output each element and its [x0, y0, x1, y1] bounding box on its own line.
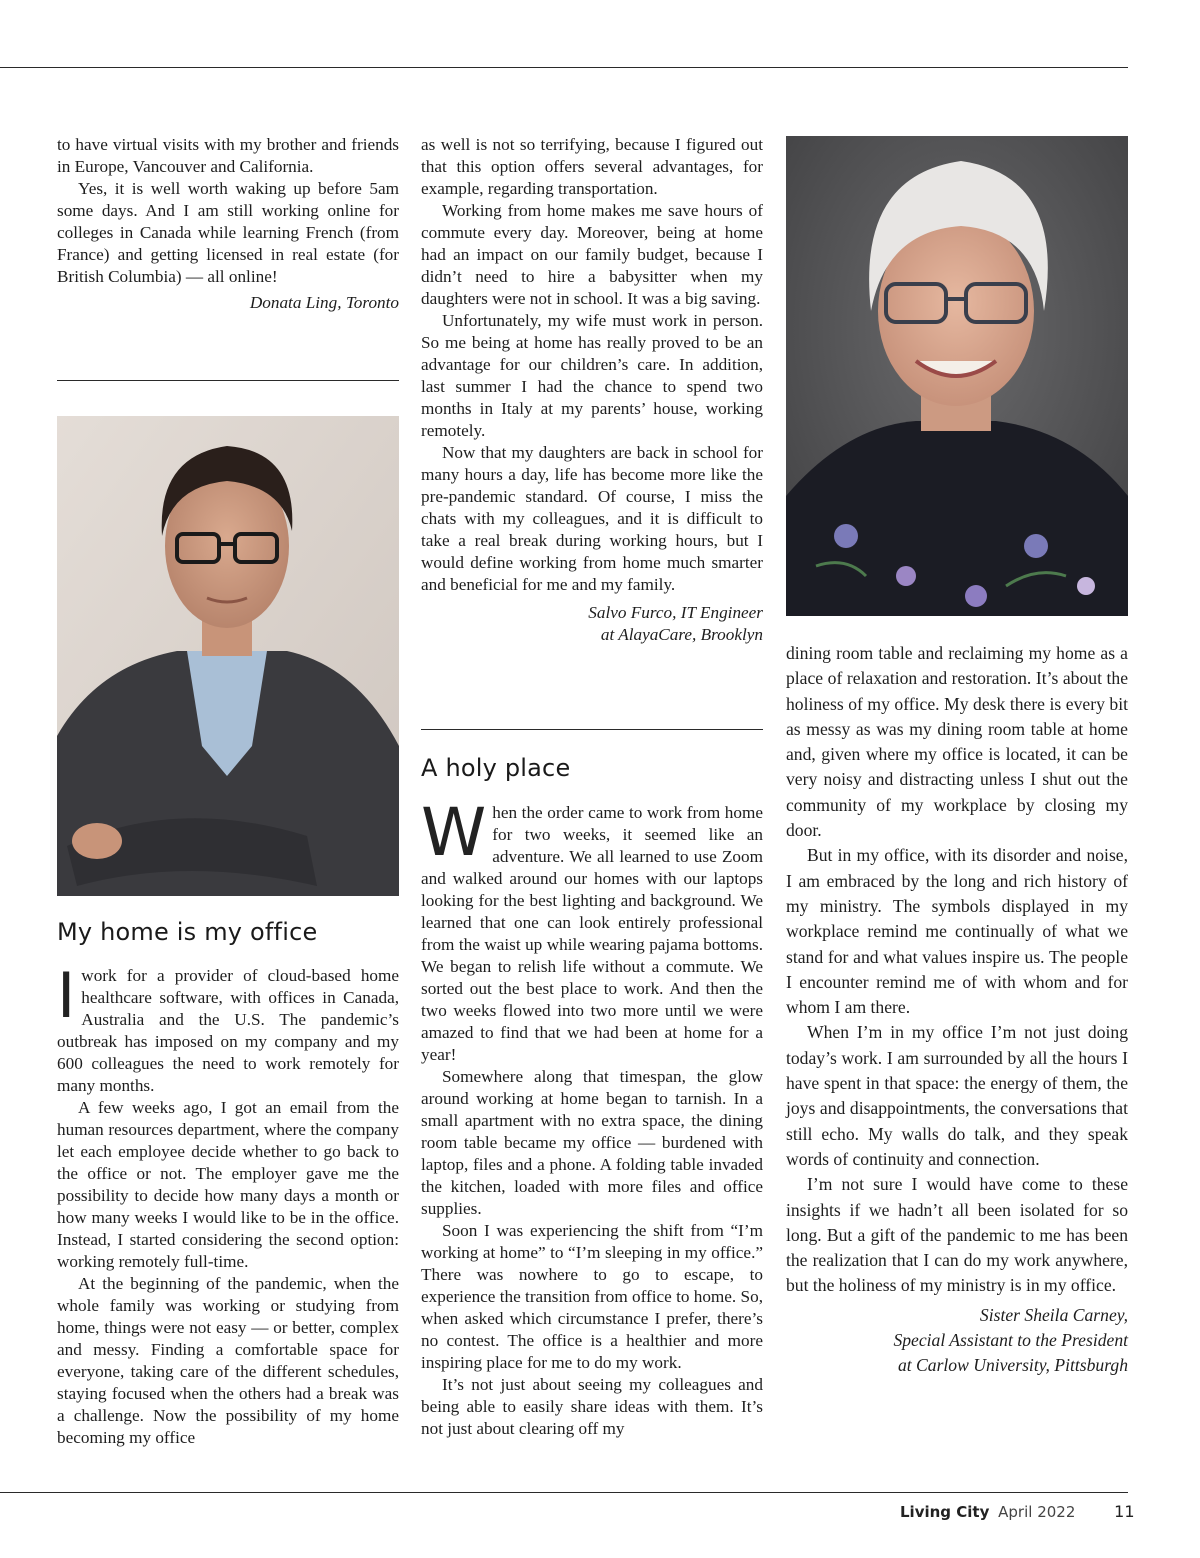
paragraph: as well is not so terrifying, because I figured out that this option offers several advantages, for example, regarding transportation. — [421, 135, 763, 198]
bottom-rule — [0, 1492, 1128, 1493]
author-photo-salvo — [57, 416, 399, 896]
paragraph: I’m not sure I would have come to these insights if we hadn’t all been isolated for so long. But a gift of the pandemic to me has been the realization that I can do my work anywhere, but the holiness of my ministry is in my office. — [786, 1174, 1128, 1296]
issue-date: April 2022 — [998, 1503, 1076, 1521]
man-portrait-image — [57, 416, 399, 896]
paragraph: A few weeks ago, I got an email from the human resources department, where the company let each employee decide whether to go back to the office or not. The employer gave me the possibility to decide how many days a month or how many weeks I would like to be in the office. Instead, I started considering the second option: working remotely full-time. — [57, 1098, 399, 1271]
page-footer — [900, 1502, 1135, 1521]
paragraph — [57, 959, 399, 1097]
paragraph: At the beginning of the pandemic, when the whole family was working or studying from home, things were not easy — or better, complex and messy. Finding a comfortable space for everyone, taking care of the different schedules, staying focused when the others had a break was a challenge. Now the possibility of my home becoming my office — [57, 1274, 399, 1447]
section-divider — [57, 380, 399, 381]
article1-column-2 — [421, 134, 763, 646]
article2-column-3 — [786, 641, 1128, 1378]
paragraph: When I’m in my office I’m not just doing today’s work. I am surrounded by all the hours I have spent in that space: the energy of them, the joys and disappointments, the conversations that still echo. My walls do talk, and they speak words of continuity and connection. — [786, 1022, 1128, 1169]
paragraph: Somewhere along that timespan, the glow around working at home began to tarnish. In a small apartment with no extra space, the dining room table became my office — burdened with laptop, files and a phone. A folding table invaded the kitchen, loaded with more files and office supplies. — [421, 1067, 763, 1218]
drop-cap: I — [57, 959, 76, 1032]
page-number: 11 — [1114, 1502, 1135, 1521]
woman-portrait-image — [786, 136, 1128, 616]
author-signature-line: at AlayaCare, Brooklyn — [600, 625, 763, 644]
author-signature: Donata Ling, Toronto — [249, 293, 399, 312]
author-signature-line: Salvo Furco, IT Engineer — [588, 603, 763, 622]
magazine-name: Living City — [900, 1503, 990, 1521]
paragraph: It’s not just about seeing my colleagues and being able to easily share ideas with them. It’s not just about clearing off my — [421, 1375, 763, 1438]
article-headline: A holy place — [421, 754, 571, 782]
article2-column-2 — [421, 794, 763, 1440]
paragraph: Working from home makes me save hours of commute every day. Moreover, being at home had an impact on our family budget, because I didn’t need to hire a babysitter when my daughters were not in school. It was a big saving. — [421, 201, 763, 308]
drop-cap: W — [421, 794, 487, 871]
author-photo-sheila — [786, 136, 1128, 616]
section-divider — [421, 729, 763, 730]
article1-column-1 — [57, 959, 399, 1449]
author-signature-line: at Carlow University, Pittsburgh — [897, 1354, 1128, 1375]
article-headline: My home is my office — [57, 918, 318, 946]
author-signature-line: Sister Sheila Carney, — [979, 1304, 1128, 1325]
paragraph-text: hen the order came to work from home for two weeks, it seemed like an adventure. We all learned to use Zoom and walked around our homes with our laptops looking for the best lighting and background. We learned that one can look entirely professional from the waist up while wearing pajama bottoms. We began to relish life without a commute. We sorted out the best place to work. And then the two weeks flowed into two more until we were amazed to find that we had been at home for a year! — [421, 803, 763, 1064]
author-signature-line: Special Assistant to the President — [893, 1329, 1128, 1350]
top-rule — [0, 67, 1128, 68]
paragraph-text: work for a provider of cloud-based home healthcare software, with offices in Canada, Australia and the U.S. The pandemic’s outbreak has imposed on my company and my 600 colleagues the need to work remotely for many months. — [57, 966, 399, 1095]
paragraph — [421, 794, 763, 1066]
paragraph: dining room table and reclaiming my home as a place of relaxation and restoration. It’s about the holiness of my office. My desk there is every bit as messy as was my dining room table at home and, given where my office is located, it can be very noisy and distracting unless I shut out the community of my workplace by closing my door. — [786, 643, 1128, 841]
paragraph: Now that my daughters are back in school for many hours a day, life has become more like the pre-pandemic standard. Of course, I miss the chats with my colleagues, and it is difficult to take a real break during working hours, but I would define working from home much smarter and beneficial for me and my family. — [421, 443, 763, 594]
paragraph: Soon I was experiencing the shift from “I’m working at home” to “I’m sleeping in my office.” There was nowhere to go to escape, to experience the transition from office to home. So, when asked which circumstance I prefer, there’s no contest. The office is a healthier and more inspiring place for me to do my work. — [421, 1221, 763, 1372]
paragraph: But in my office, with its disorder and noise, I am embraced by the long and rich history of my ministry. The symbols displayed in my workplace remind me continually of what we stand for and what values inspire us. The people I encounter remind me of with whom and for whom I am there. — [786, 845, 1128, 1018]
paragraph: to have virtual visits with my brother and friends in Europe, Vancouver and California. — [57, 135, 399, 176]
paragraph: Yes, it is well worth waking up before 5am some days. And I am still working online for colleges in Canada while learning French (from France) and getting licensed in real estate (for British Columbia) — all online! — [57, 179, 399, 286]
paragraph: Unfortunately, my wife must work in person. So me being at home has really proved to be an advantage for our children’s care. In addition, last summer I had the chance to spend two months in Italy at my parents’ house, working remotely. — [421, 311, 763, 440]
column-1-top — [57, 134, 399, 314]
